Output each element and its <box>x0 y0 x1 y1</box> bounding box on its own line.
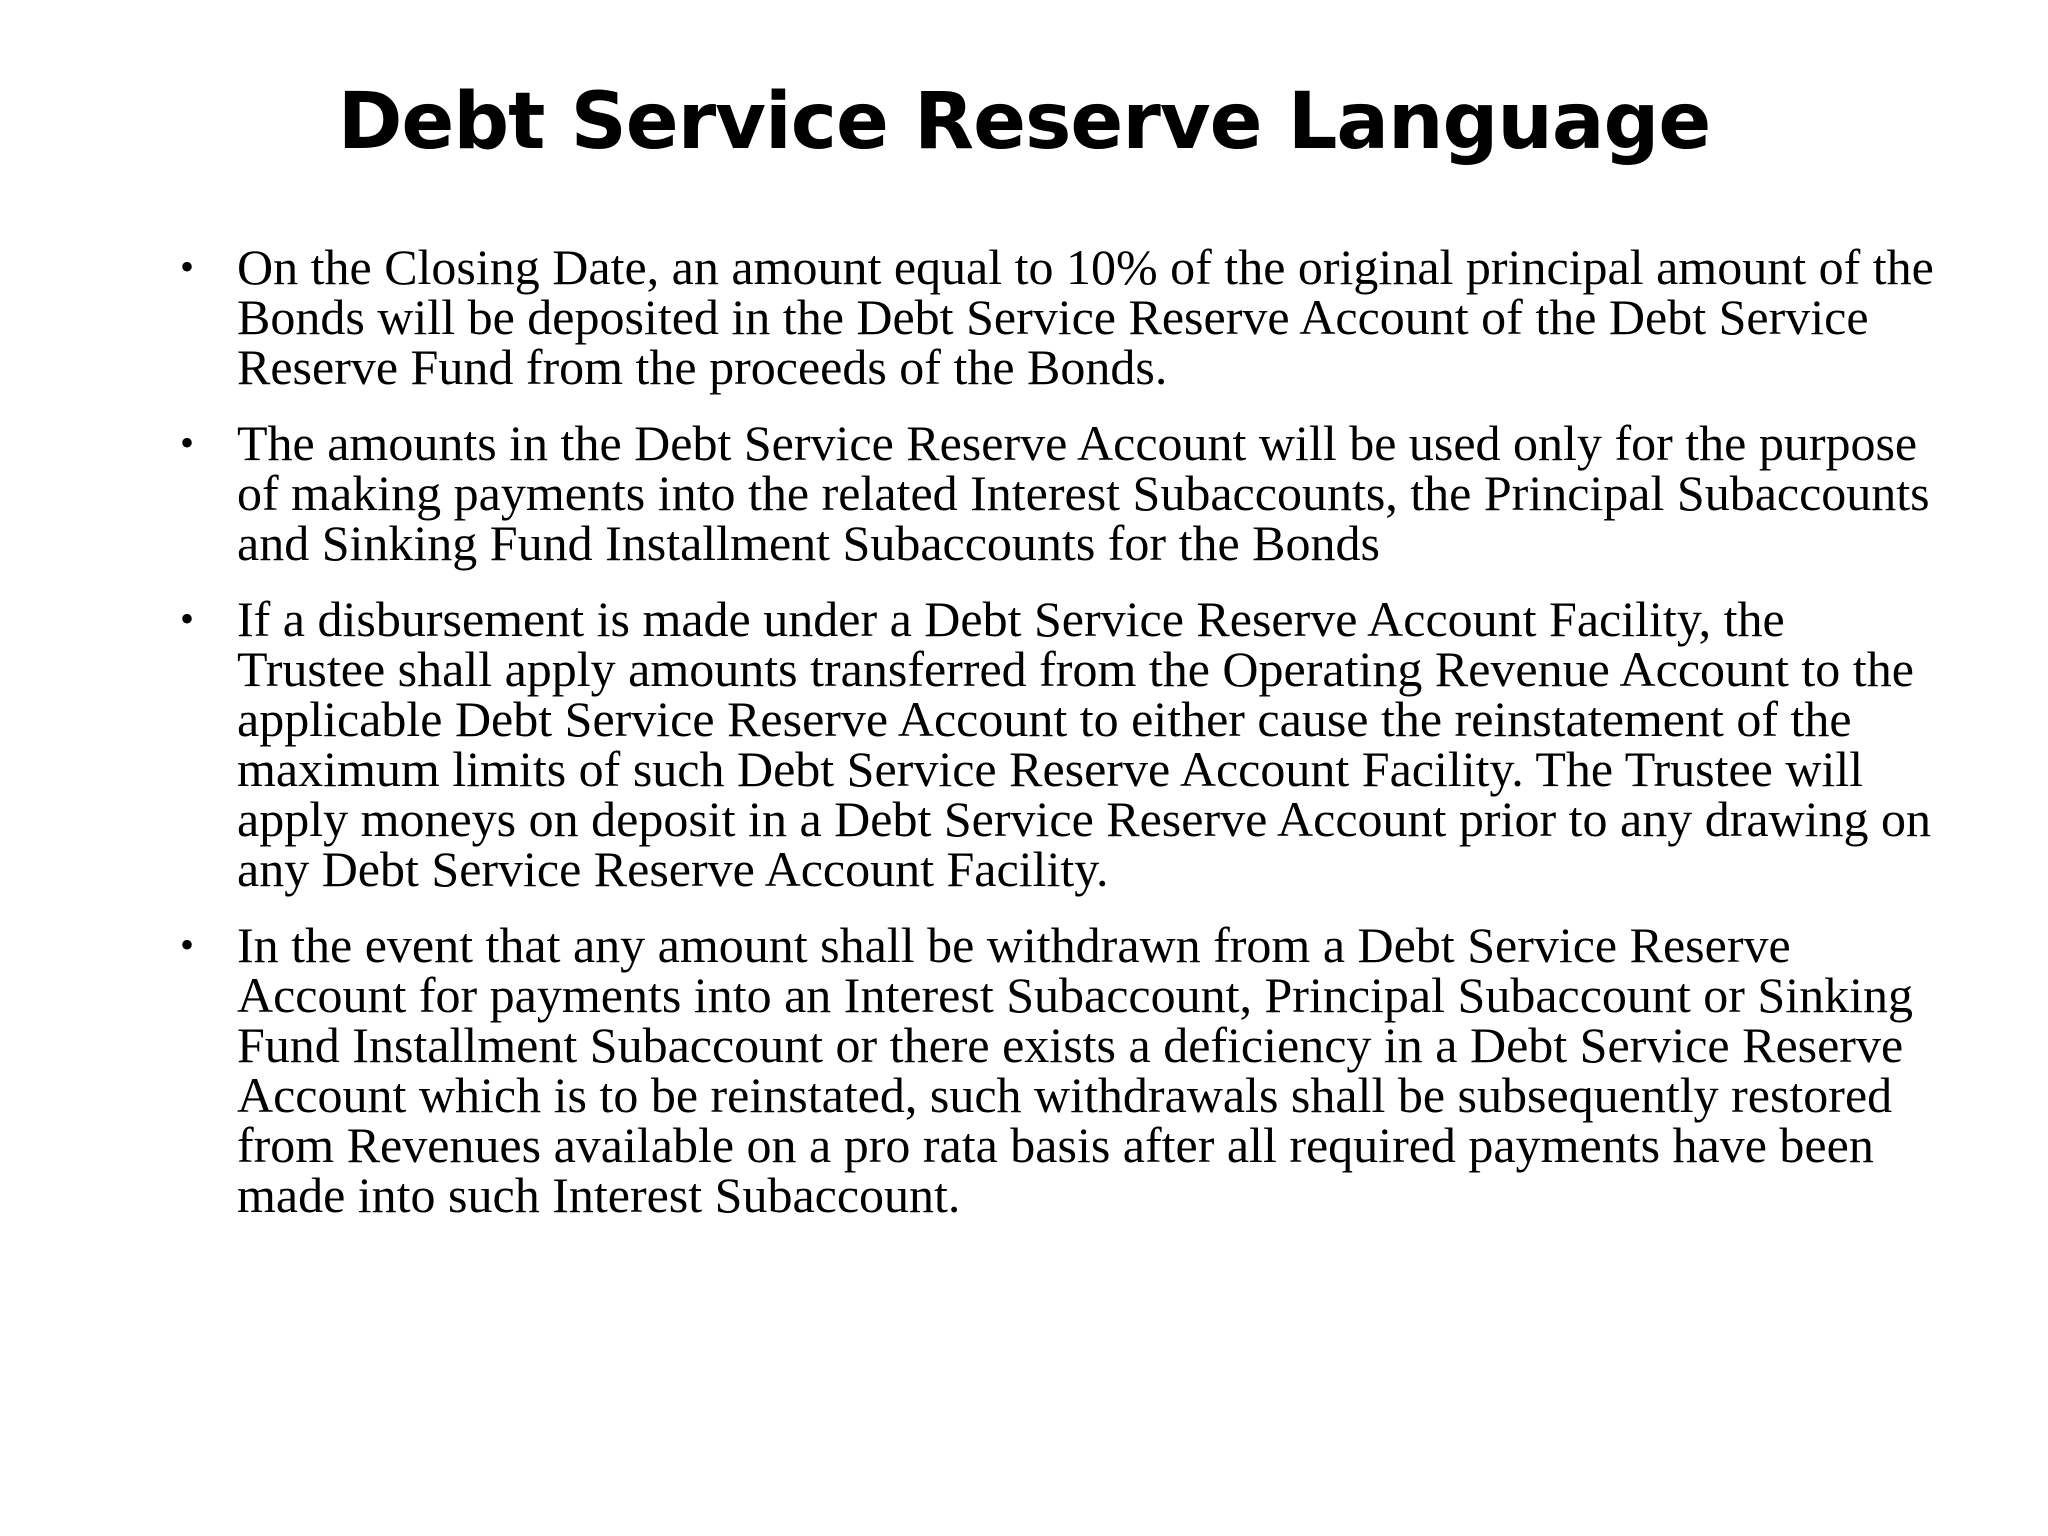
bullet-text: The amounts in the Debt Service Reserve Account will be used only for the purpose of making payments into the related Interest Subaccounts, the Principal Subaccounts and Sinking Fund Installment Subaccounts for the Bonds <box>237 415 1930 571</box>
bullet-marker: • <box>180 922 195 967</box>
bullet-marker: • <box>180 596 195 641</box>
bullet-list <box>180 239 1940 1246</box>
bullet-text: In the event that any amount shall be withdrawn from a Debt Service Reserve Account for payments into an Interest Subaccount, Principal Subaccount or Sinking Fund Installment Subaccount or there exists a deficiency in a Debt Service Reserve Account which is to be reinstated, such withdrawals shall be subsequently restored from Revenues available on a pro rata basis after all required payments have been made into such Interest Subaccount. <box>237 917 1914 1223</box>
bullet-item <box>180 917 1940 1223</box>
slide-title: Debt Service Reserve Language <box>337 77 1711 167</box>
bullet-text: On the Closing Date, an amount equal to 10% of the original principal amount of the Bonds will be deposited in the Debt Service Reserve Account of the Debt Service Reserve Fund from the proceeds of the Bonds. <box>237 239 1934 395</box>
bullet-marker: • <box>180 420 195 465</box>
bullet-text: If a disbursement is made under a Debt Service Reserve Account Facility, the Trustee shall apply amounts transferred from the Operating Revenue Account to the applicable Debt Service Reserve Account to either cause the reinstatement of the maximum limits of such Debt Service Reserve Account Facility. The Trustee will apply moneys on deposit in a Debt Service Reserve Account prior to any drawing on any Debt Service Reserve Account Facility. <box>237 591 1932 897</box>
bullet-marker: • <box>180 244 195 289</box>
bullet-item <box>180 239 1940 395</box>
bullet-item <box>180 415 1940 571</box>
bullet-item <box>180 591 1940 897</box>
